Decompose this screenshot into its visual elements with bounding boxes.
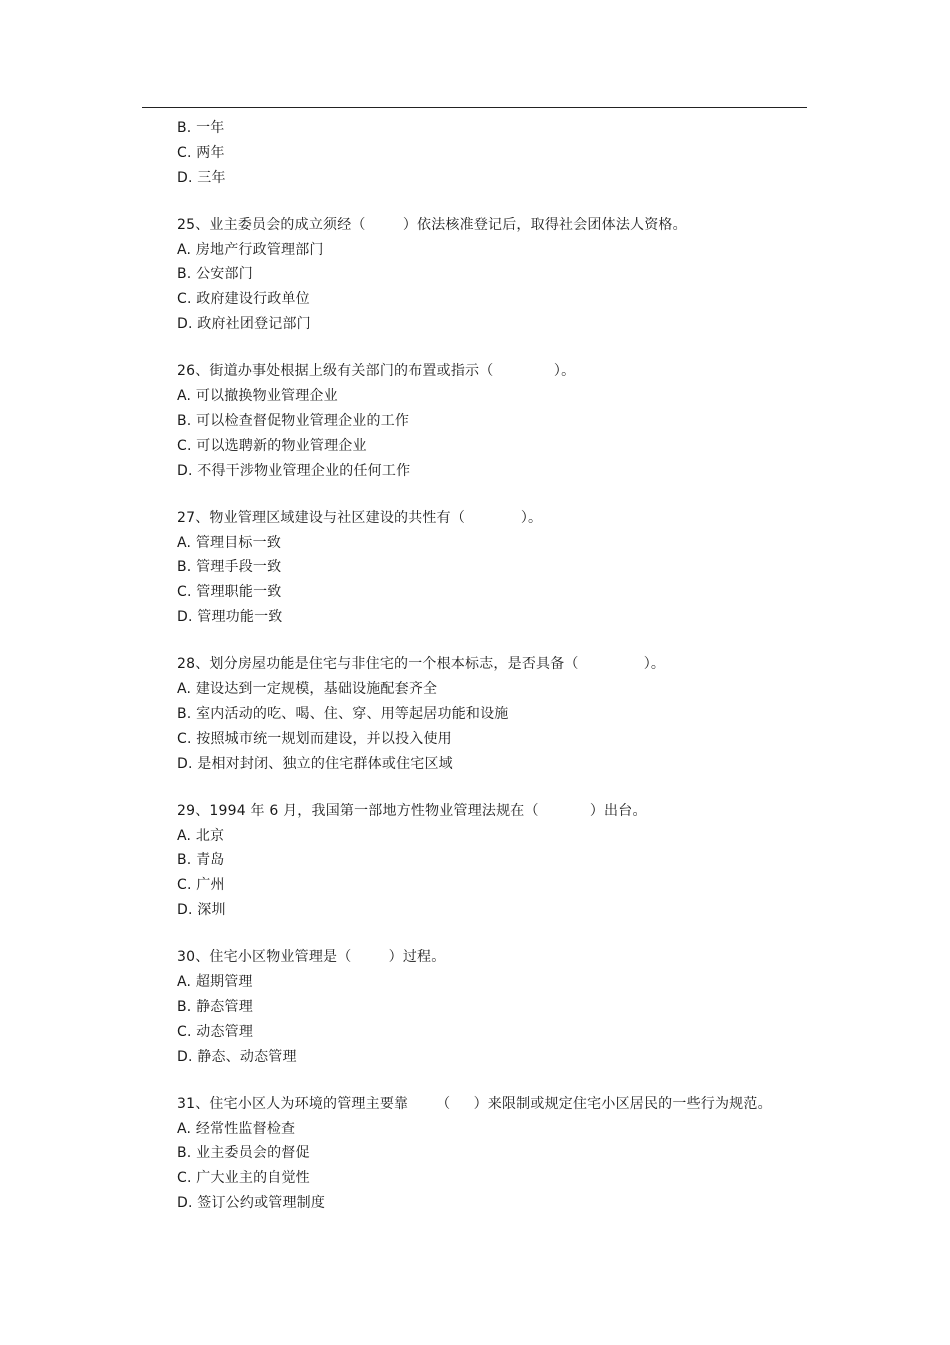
option-line: B. 静态管理 <box>177 998 253 1015</box>
option-line: B. 业主委员会的督促 <box>177 1145 310 1162</box>
option-line: C. 可以选聘新的物业管理企业 <box>177 437 367 454</box>
question-stem: 31、住宅小区人为环境的管理主要靠 （ ）来限制或规定住宅小区居民的一些行为规范。 <box>177 1095 772 1112</box>
header-rule <box>142 107 807 108</box>
option-line: C. 管理职能一致 <box>177 584 282 601</box>
option-line: A. 房地产行政管理部门 <box>177 241 324 258</box>
option-line: B. 管理手段一致 <box>177 559 282 576</box>
question-29 <box>177 799 817 923</box>
option-line: A. 北京 <box>177 827 225 844</box>
option-line: D. 深圳 <box>177 902 226 919</box>
option-line: A. 可以撤换物业管理企业 <box>177 388 338 405</box>
question-stem: 30、住宅小区物业管理是（ ）过程。 <box>177 949 446 966</box>
question-stem: 27、物业管理区域建设与社区建设的共性有（ ）。 <box>177 509 543 526</box>
option-line: D. 静态、动态管理 <box>177 1048 297 1065</box>
option-line: B. 青岛 <box>177 852 225 869</box>
question-stem: 28、划分房屋功能是住宅与非住宅的一个根本标志，是否具备（ ）。 <box>177 656 666 673</box>
option-line: B. 公安部门 <box>177 266 253 283</box>
option-line: A. 超期管理 <box>177 974 253 991</box>
option-line: C. 两年 <box>177 144 225 161</box>
option-line: A. 建设达到一定规模，基础设施配套齐全 <box>177 681 438 698</box>
option-line: B. 室内活动的吃、喝、住、穿、用等起居功能和设施 <box>177 705 509 722</box>
leading-options <box>177 116 817 190</box>
option-line: C. 按照城市统一规划而建设，并以投入使用 <box>177 730 452 747</box>
option-line: D. 政府社团登记部门 <box>177 316 311 333</box>
question-stem: 29、1994 年 6 月，我国第一部地方性物业管理法规在（ ）出台。 <box>177 802 647 819</box>
option-line: B. 可以检查督促物业管理企业的工作 <box>177 412 410 429</box>
option-line: D. 管理功能一致 <box>177 609 283 626</box>
question-27 <box>177 506 817 630</box>
option-line: C. 广州 <box>177 877 225 894</box>
option-line: D. 不得干涉物业管理企业的任何工作 <box>177 462 411 479</box>
option-line: C. 广大业主的自觉性 <box>177 1170 310 1187</box>
question-list <box>177 116 817 1216</box>
question-28 <box>177 652 817 776</box>
option-line: B. 一年 <box>177 120 225 136</box>
question-26 <box>177 359 817 483</box>
question-25 <box>177 213 817 337</box>
question-stem: 26、街道办事处根据上级有关部门的布置或指示（ ）。 <box>177 363 576 380</box>
question-30 <box>177 945 817 1069</box>
option-line: A. 经常性监督检查 <box>177 1120 296 1137</box>
question-31 <box>177 1092 817 1216</box>
option-line: D. 三年 <box>177 169 226 186</box>
option-line: C. 动态管理 <box>177 1023 254 1040</box>
option-line: D. 是相对封闭、独立的住宅群体或住宅区域 <box>177 755 453 772</box>
option-line: A. 管理目标一致 <box>177 534 282 551</box>
option-line: C. 政府建设行政单位 <box>177 291 310 308</box>
question-stem: 25、业主委员会的成立须经（ ）依法核准登记后，取得社会团体法人资格。 <box>177 216 687 233</box>
option-line: D. 签订公约或管理制度 <box>177 1194 326 1211</box>
